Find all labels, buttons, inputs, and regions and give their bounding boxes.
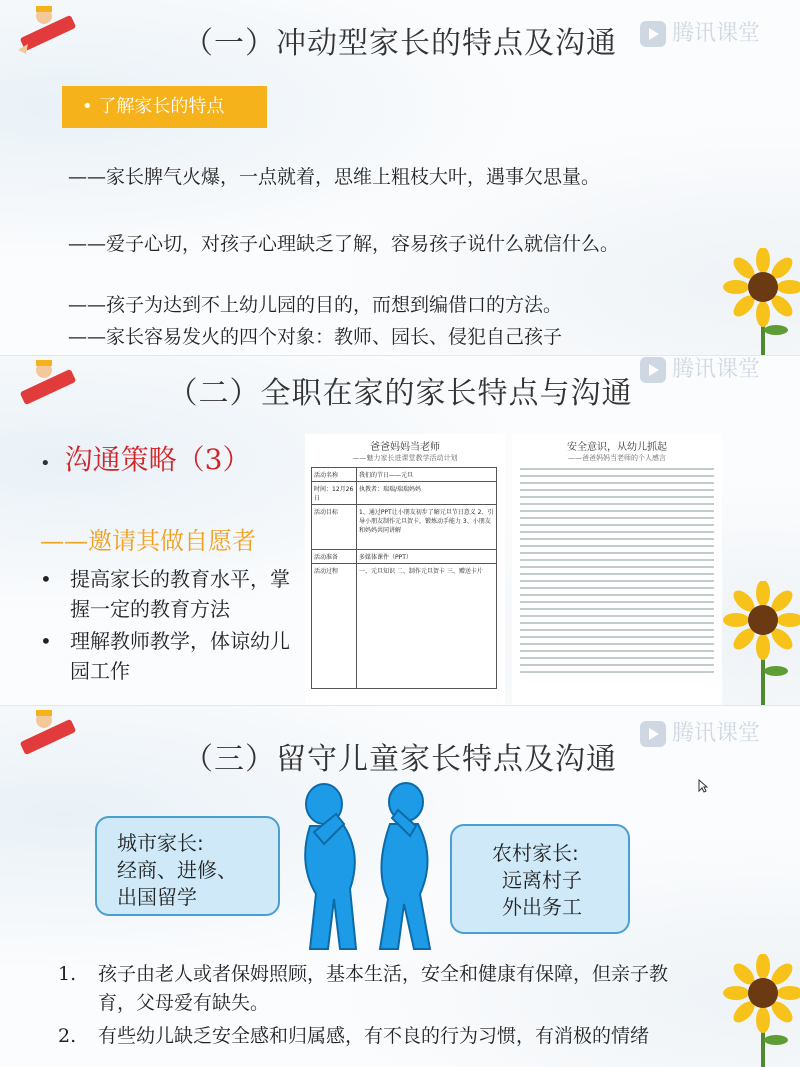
slide-3 [0,705,800,1067]
slide-3-title: （三）留守儿童家长特点及沟通 [183,742,617,777]
doc-left-title: 爸爸妈妈当老师 [370,442,440,453]
sunflower-icon [718,248,800,355]
invite-volunteer: ——邀请其做自愿者 [40,527,256,555]
sunflower-icon [718,581,800,706]
slide-1-title: （一）冲动型家长的特点及沟通 [183,26,617,61]
plan-table: 活动名称 我们的节日——元旦 时间：12月26日 执教者：瑞瑞/瑞瑞妈妈 活动目标 1、通过PPT让小朋友初步了解元旦节日意义 2、引导小朋友制作元旦贺卡，锻炼动手能力 3、小朋友和妈妈共同讲解 活动准备 多媒体课件（PPT） 活动过程 一、元旦知识 二、制作元旦贺卡 三、赠送卡片 [311,467,497,689]
paragraph-1: ——家长脾气火爆，一点就着，思维上粗枝大叶，遇事欠思量。 [68,166,601,188]
list-item-2: 2. 有些幼儿缺乏安全感和归属感，有不良的行为习惯，有消极的情绪 [58,1025,650,1047]
play-icon [640,357,666,383]
brand-watermark: 腾讯课堂 [640,355,760,383]
characteristics-badge: • 了解家长的特点 [62,86,267,128]
paragraph-3: ——孩子为达到不上幼儿园的目的，而想到编借口的方法。 [68,294,563,316]
rural-parents-box: 农村家长: 远离村子 外出务工 [450,824,630,934]
safety-essay-document [512,434,722,706]
paragraph-2: ——爱子心切，对孩子心理缺乏了解，容易孩子说什么就信什么。 [68,233,620,255]
strategy-heading: • 沟通策略（3） [40,443,251,476]
brand-watermark: 腾讯课堂 [640,716,760,747]
brand-watermark: 腾讯课堂 [640,16,760,47]
doc-left-subtitle: ——魅力家长进课堂教学活动计划 [352,454,458,462]
mouse-cursor-icon [698,779,708,793]
slide-2-title: （二）全职在家的家长特点与沟通 [167,376,633,411]
sad-figures-icon [288,774,448,954]
bullet-1: • 提高家长的教育水平，掌握一定的教育方法 [40,567,290,621]
play-icon [640,21,666,47]
list-item-1: 1. 孩子由老人或者保姆照顾，基本生活，安全和健康有保障，但亲子教育，父母爱有缺失。 [58,963,669,1014]
city-parents-box: 城市家长: 经商、进修、 出国留学 [95,816,280,916]
slide-1 [0,0,800,355]
doc-right-title: 安全意识，从幼儿抓起 [567,442,667,453]
paragraph-4: ——家长容易发火的四个对象：教师、园长、侵犯自己孩子 [68,326,563,348]
bullet-2: • 理解教师教学，体谅幼儿园工作 [40,629,290,683]
slide-2 [0,355,800,706]
doc-right-subtitle: ——爸爸妈妈当老师的个人感言 [568,454,666,462]
sunflower-icon [718,954,800,1067]
activity-plan-document [305,434,505,706]
